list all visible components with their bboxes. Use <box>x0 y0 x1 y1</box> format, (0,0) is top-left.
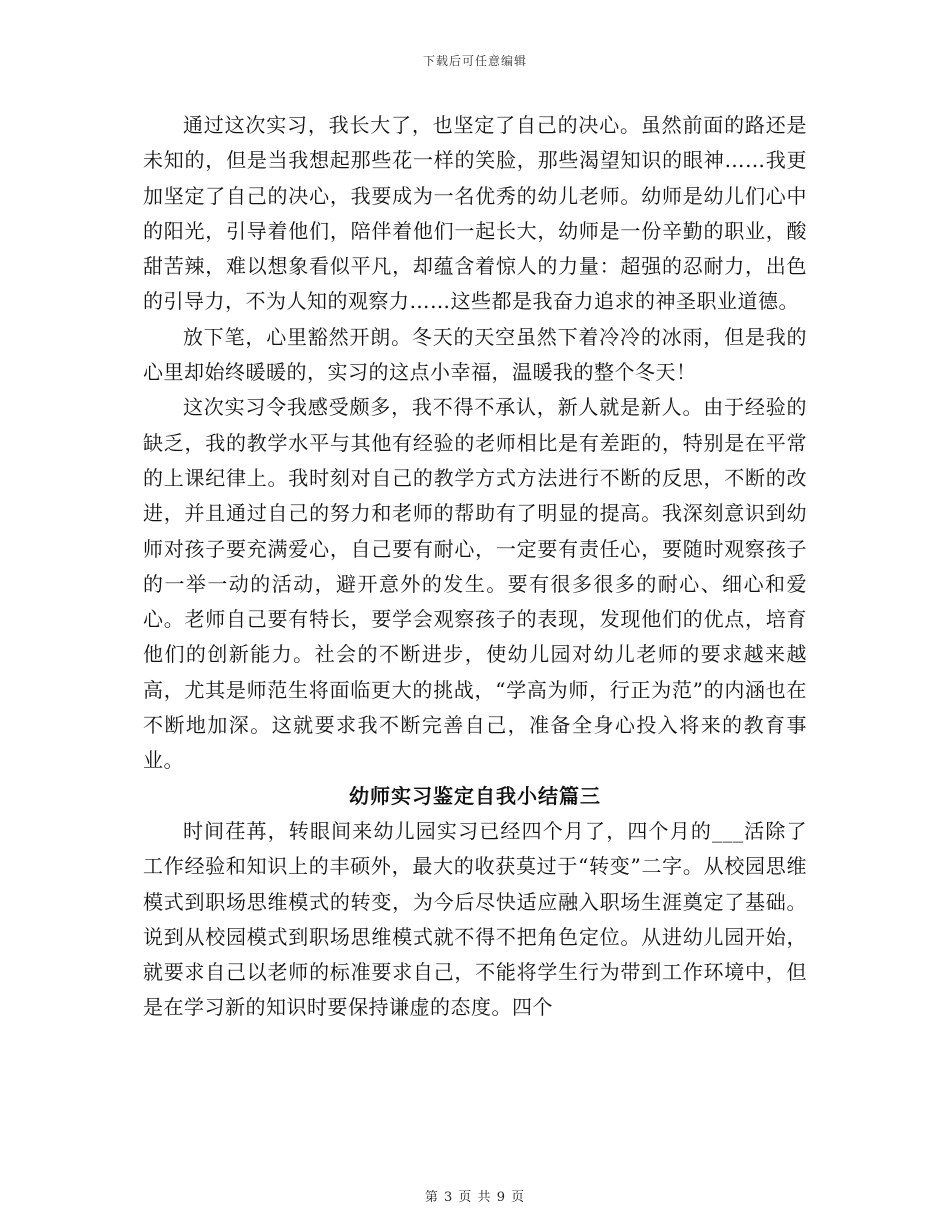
page-header-note: 下载后可任意编辑 <box>422 54 527 68</box>
paragraph-2: 放下笔，心里豁然开朗。冬天的天空虽然下着冷冷的冰雨，但是我的心里却始终暖暖的，实习的这点小幸福，温暖我的整个冬天！ <box>143 324 807 385</box>
paragraph-3: 这次实习令我感受颇多，我不得不承认，新人就是新人。由于经验的缺乏，我的教学水平与其他有经验的老师相比是有差距的，特别是在平常的上课纪律上。我时刻对自己的教学方式方法进行不断的反思，不断的改进，并且通过自己的努力和老师的帮助有了明显的提高。我深刻意识到幼师对孩子要充满爱心，自己要有耐心，一定要有责任心，要随时观察孩子的一举一动的活动，避开意外的发生。要有很多很多的耐心、细心和爱心。老师自己要有特长，要学会观察孩子的表现，发现他们的优点，培育他们的创新能力。社会的不断进步，使幼儿园对幼儿老师的要求越来越高，尤其是师范生将面临更大的挑战，“学高为师，行正为范”的内涵也在不断地加深。这就要求我不断完善自己，准备全身心投入将来的教育事业。 <box>143 395 807 773</box>
paragraph-4: 时间荏苒，转眼间来幼儿园实习已经四个月了，四个月的___活除了工作经验和知识上的丰硕外，最大的收获莫过于“转变”二字。从校园思维模式到职场思维模式的转变，为今后尽快适应融入职场生涯奠定了基础。说到从校园模式到职场思维模式就不得不把角色定位。从进幼儿园开始，就要求自己以老师的标准要求自己，不能将学生行为带到工作环境中，但是在学习新的知识时要保持谦虚的态度。四个 <box>143 818 807 1020</box>
document-body <box>143 108 807 1026</box>
section-title: 幼师实习鉴定自我小结篇三 <box>349 783 601 808</box>
paragraph-1: 通过这次实习，我长大了，也坚定了自己的决心。虽然前面的路还是未知的，但是当我想起那些花一样的笑脸，那些渴望知识的眼神……我更加坚定了自己的决心，我要成为一名优秀的幼儿老师。幼师是幼儿们心中的阳光，引导着他们，陪伴着他们一起长大，幼师是一份辛勤的职业，酸甜苦辣，难以想象看似平凡，却蕴含着惊人的力量：超强的忍耐力，出色的引导力，不为人知的观察力……这些都是我奋力追求的神圣职业道德。 <box>143 113 807 314</box>
page-number: 第 3 页 共 9 页 <box>424 1190 526 1205</box>
